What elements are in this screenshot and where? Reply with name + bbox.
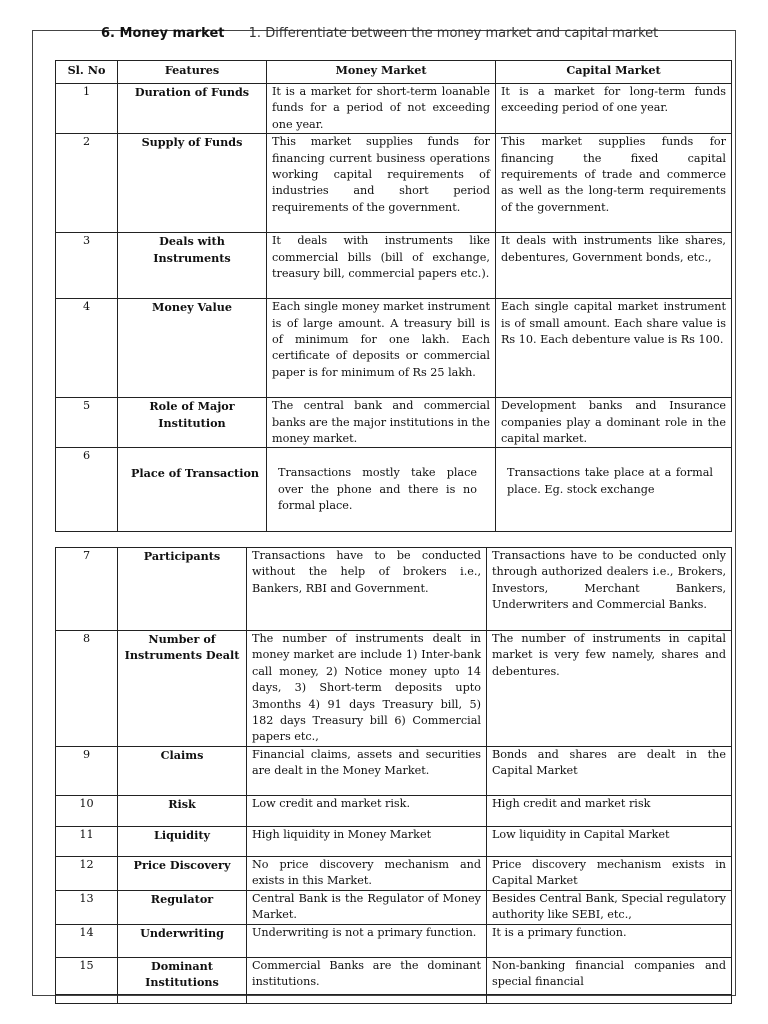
table-row xyxy=(56,631,732,747)
row-number: 12 xyxy=(56,857,118,891)
row-money-market: High liquidity in Money Market xyxy=(247,827,487,857)
table-row xyxy=(56,957,732,994)
row-capital-market: Transactions take place at a formal place. Eg. stock exchange xyxy=(496,448,732,532)
row-capital-market: It is a primary function. xyxy=(487,924,732,957)
row-capital-market: Low liquidity in Capital Market xyxy=(487,827,732,857)
row-capital-market: Each single capital market instrument is of small amount. Each share value is Rs 10. Each debenture value is Rs 100. xyxy=(496,299,732,398)
row-capital-market: Transactions have to be conducted only through authorized dealers i.e., Brokers, Investors, Merchant Bankers, Underwriters and Commercial Banks. xyxy=(487,548,732,631)
row-capital-market: Besides Central Bank, Special regulatory authority like SEBI, etc., xyxy=(487,890,732,924)
row-feature: Dominant Institutions xyxy=(118,957,247,994)
table-row xyxy=(56,299,732,398)
row-capital-market: The number of instruments in capital market is very few namely, shares and debentures. xyxy=(487,631,732,747)
row-feature: Price Discovery xyxy=(118,857,247,891)
row-money-market: It deals with instruments like commercial bills (bill of exchange, treasury bill, commercial papers etc.). xyxy=(267,233,496,299)
table-row xyxy=(56,796,732,827)
row-feature: Money Value xyxy=(118,299,267,398)
row-feature: Number of Instruments Dealt xyxy=(118,631,247,747)
table-row xyxy=(56,857,732,891)
table-row xyxy=(56,448,732,532)
row-number: 15 xyxy=(56,957,118,994)
table-row xyxy=(56,398,732,448)
row-number: 10 xyxy=(56,796,118,827)
row-number: 9 xyxy=(56,747,118,796)
table-header-row xyxy=(56,61,732,84)
empty-cell xyxy=(56,994,118,1003)
row-feature: Claims xyxy=(118,747,247,796)
row-capital-market: Non-banking financial companies and special financial xyxy=(487,957,732,994)
row-number: 14 xyxy=(56,924,118,957)
row-money-market: Central Bank is the Regulator of Money Market. xyxy=(247,890,487,924)
row-feature: Place of Transaction xyxy=(118,448,267,532)
table-row xyxy=(56,890,732,924)
row-number: 8 xyxy=(56,631,118,747)
row-feature: Risk xyxy=(118,796,247,827)
table-row xyxy=(56,827,732,857)
row-money-market: Underwriting is not a primary function. xyxy=(247,924,487,957)
header-capital-market: Capital Market xyxy=(496,61,732,84)
row-capital-market: Development banks and Insurance companies play a dominant role in the capital market. xyxy=(496,398,732,448)
row-capital-market: It is a market for long-term funds exceeding period of one year. xyxy=(496,84,732,134)
row-number: 4 xyxy=(56,299,118,398)
row-feature: Participants xyxy=(118,548,247,631)
row-number: 13 xyxy=(56,890,118,924)
row-number: 6 xyxy=(56,448,118,532)
row-number: 1 xyxy=(56,84,118,134)
row-number: 3 xyxy=(56,233,118,299)
row-money-market: It is a market for short-term loanable funds for a period of not exceeding one year. xyxy=(267,84,496,134)
row-feature: Duration of Funds xyxy=(118,84,267,134)
row-number: 5 xyxy=(56,398,118,448)
header-money-market: Money Market xyxy=(267,61,496,84)
empty-cell xyxy=(118,994,247,1003)
row-feature: Regulator xyxy=(118,890,247,924)
table-row xyxy=(56,548,732,631)
row-feature: Supply of Funds xyxy=(118,134,267,233)
page-heading xyxy=(101,25,658,43)
row-feature: Underwriting xyxy=(118,924,247,957)
row-money-market: Commercial Banks are the dominant institutions. xyxy=(247,957,487,994)
header-sl-no: Sl. No xyxy=(56,61,118,84)
table-row xyxy=(56,84,732,134)
row-money-market: Each single money market instrument is of large amount. A treasury bill is of minimum for one lakh. Each certificate of deposits or commercial paper is for minimum of Rs 25 lakh. xyxy=(267,299,496,398)
row-money-market: The central bank and commercial banks are the major institutions in the money market. xyxy=(267,398,496,448)
comparison-table-part1 xyxy=(55,60,732,532)
row-capital-market: High credit and market risk xyxy=(487,796,732,827)
row-money-market: Transactions have to be conducted without the help of brokers i.e., Bankers, RBI and Government. xyxy=(247,548,487,631)
empty-cell xyxy=(247,994,487,1003)
table-row xyxy=(56,924,732,957)
table-row-empty xyxy=(56,994,732,1003)
empty-cell xyxy=(487,994,732,1003)
table-row xyxy=(56,747,732,796)
row-money-market: This market supplies funds for financing current business operations working capital requirements of industries and short period requirements of the government. xyxy=(267,134,496,233)
row-money-market: Low credit and market risk. xyxy=(247,796,487,827)
comparison-table-part2 xyxy=(55,547,732,1004)
row-capital-market: It deals with instruments like shares, debentures, Government bonds, etc., xyxy=(496,233,732,299)
row-number: 11 xyxy=(56,827,118,857)
row-feature: Role of Major Institution xyxy=(118,398,267,448)
row-number: 2 xyxy=(56,134,118,233)
row-capital-market: Price discovery mechanism exists in Capital Market xyxy=(487,857,732,891)
row-capital-market: Bonds and shares are dealt in the Capital Market xyxy=(487,747,732,796)
table-row xyxy=(56,134,732,233)
table-row xyxy=(56,233,732,299)
row-capital-market: This market supplies funds for financing the fixed capital requirements of trade and commerce as well as the long-term requirements of the government. xyxy=(496,134,732,233)
row-feature: Liquidity xyxy=(118,827,247,857)
row-money-market: No price discovery mechanism and exists in this Market. xyxy=(247,857,487,891)
row-feature: Deals with Instruments xyxy=(118,233,267,299)
row-money-market: Transactions mostly take place over the phone and there is no formal place. xyxy=(267,448,496,532)
row-money-market: The number of instruments dealt in money market are include 1) Inter-bank call money, 2) Notice money upto 14 days, 3) Short-term deposits upto 3months 4) 91 days Treasury bill, 5) 182 days Treasury bill 6) Commercial papers etc., xyxy=(247,631,487,747)
row-number: 7 xyxy=(56,548,118,631)
section-title: 6. Money market xyxy=(101,26,225,41)
row-money-market: Financial claims, assets and securities are dealt in the Money Market. xyxy=(247,747,487,796)
question-text: 1. Differentiate between the money market and capital market xyxy=(248,26,659,41)
header-features: Features xyxy=(118,61,267,84)
